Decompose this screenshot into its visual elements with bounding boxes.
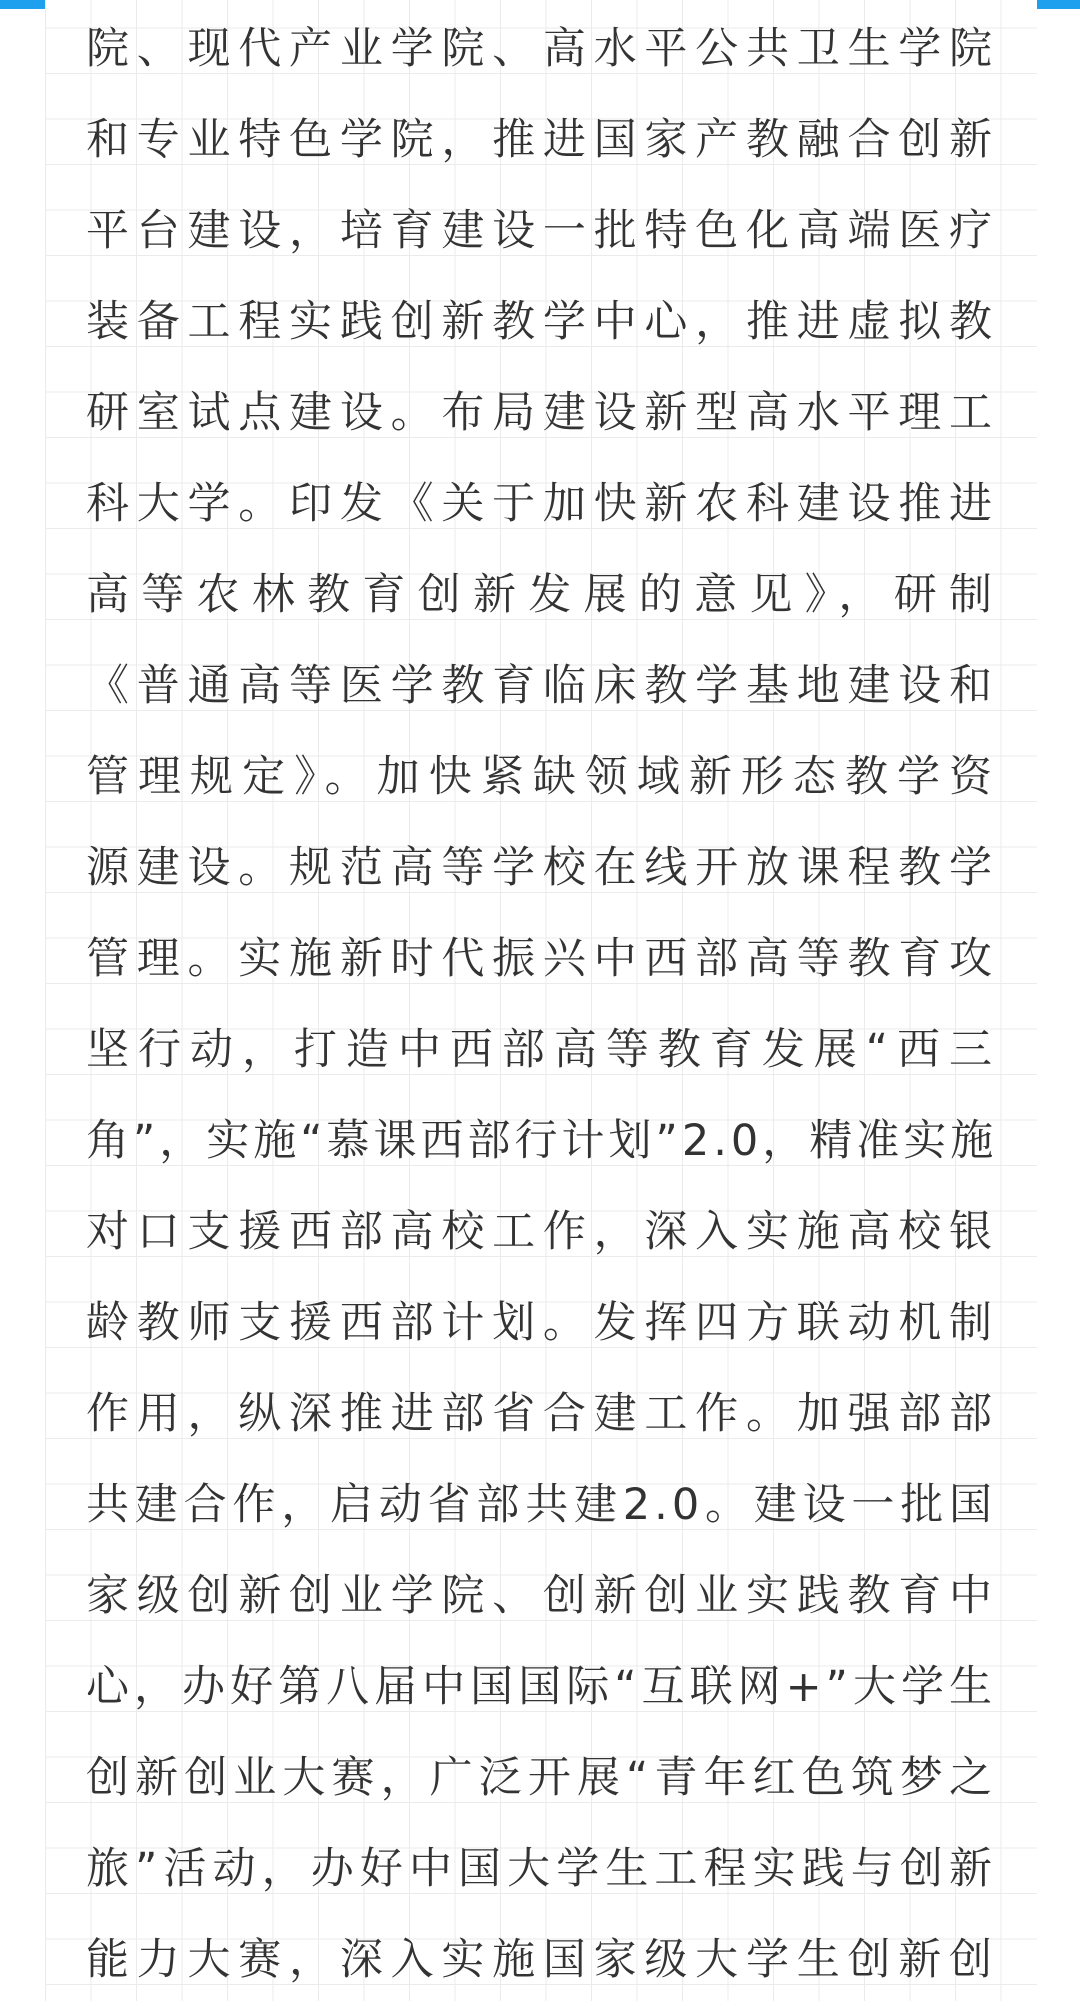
article-line: 管理。实施新时代振兴中西部高等教育攻 [86,934,996,984]
article-line: 心，办好第八届中国国际“互联网+”大学生 [86,1662,996,1712]
article-line: 平台建设，培育建设一批特色化高端医疗 [86,206,996,256]
article-line: 高等农林教育创新发展的意见》，研制 [86,570,996,620]
article-line: 和专业特色学院，推进国家产教融合创新 [86,115,996,165]
article-line: 科大学。印发《关于加快新农科建设推进 [86,479,996,529]
article-line: 家级创新创业学院、创新创业实践教育中 [86,1571,996,1621]
article-line: 角”，实施“慕课西部行计划”2.0，精准实施 [86,1116,998,1166]
article-line: 《普通高等医学教育临床教学基地建设和 [86,661,996,711]
article-line: 作用，纵深推进部省合建工作。加强部部 [86,1389,996,1439]
article-line: 龄教师支援西部计划。发挥四方联动机制 [86,1298,996,1348]
article-line: 坚行动，打造中西部高等教育发展“西三 [86,1025,996,1075]
article-line: 管理规定》。加快紧缺领域新形态教学资 [86,752,996,802]
article-body [86,4,996,2006]
article-line: 能力大赛，深入实施国家级大学生创新创 [86,1935,996,1985]
article-line: 源建设。规范高等学校在线开放课程教学 [86,843,996,893]
article-line: 创新创业大赛，广泛开展“青年红色筑梦之 [86,1753,996,1803]
article-line: 旅”活动，办好中国大学生工程实践与创新 [86,1844,996,1894]
article-line: 研室试点建设。布局建设新型高水平理工 [86,388,996,438]
article-line: 装备工程实践创新教学中心，推进虚拟教 [86,297,996,347]
article-line: 对口支援西部高校工作，深入实施高校银 [86,1207,996,1257]
article-line: 共建合作，启动省部共建2.0。建设一批国 [86,1480,996,1530]
article-line: 院、现代产业学院、高水平公共卫生学院 [86,24,996,74]
